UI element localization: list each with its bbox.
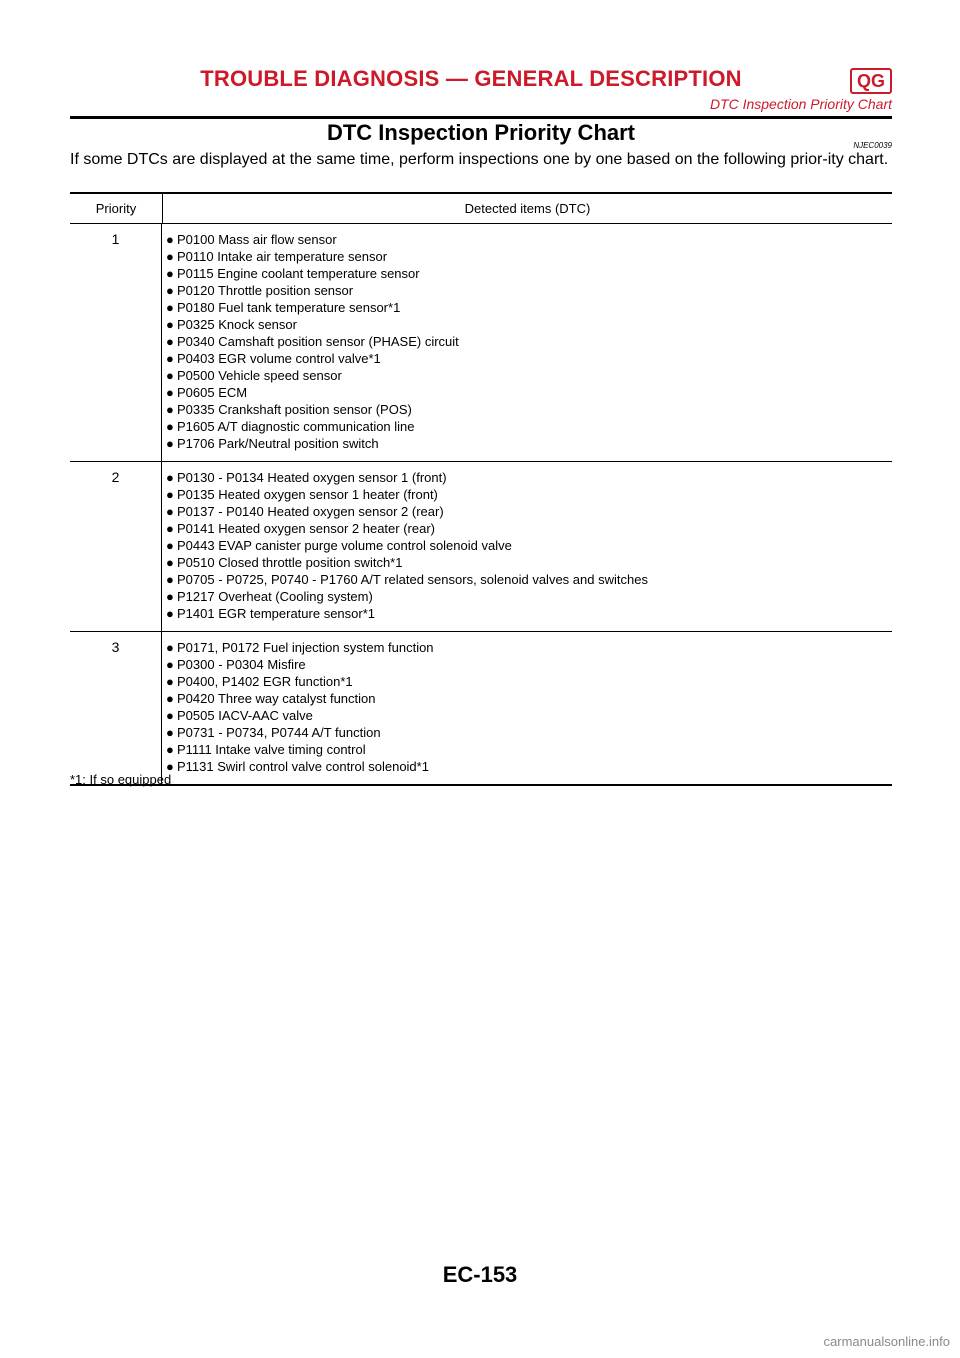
list-item	[166, 758, 892, 775]
priority-table	[70, 192, 892, 786]
list-item	[166, 299, 892, 316]
page-header	[70, 66, 892, 118]
section-title: DTC Inspection Priority Chart	[326, 120, 636, 145]
list-item	[166, 486, 892, 503]
bullet-icon: ●	[166, 606, 174, 621]
dtc-item-text: P1217 Overheat (Cooling system)	[177, 589, 373, 604]
bullet-icon: ●	[166, 317, 174, 332]
dtc-item-text: P0100 Mass air flow sensor	[177, 232, 337, 247]
dtc-item-text: P0335 Crankshaft position sensor (POS)	[177, 402, 412, 417]
bullet-icon: ●	[166, 504, 174, 519]
bullet-icon: ●	[166, 334, 174, 349]
priority-value: 3	[70, 632, 162, 784]
list-item	[166, 248, 892, 265]
header-priority: Priority	[70, 194, 163, 223]
table-row	[70, 224, 892, 462]
dtc-item-text: P1605 A/T diagnostic communication line	[177, 419, 415, 434]
dtc-item-text: P0141 Heated oxygen sensor 2 heater (rear)	[177, 521, 435, 536]
detected-items-cell	[162, 632, 892, 784]
bullet-icon: ●	[166, 470, 174, 485]
dtc-item-text: P0300 - P0304 Misfire	[177, 657, 306, 672]
bullet-icon: ●	[166, 657, 174, 672]
dtc-item-text: P0135 Heated oxygen sensor 1 heater (front)	[177, 487, 438, 502]
dtc-item-text: P0705 - P0725, P0740 - P1760 A/T related sensors, solenoid valves and switches	[177, 572, 648, 587]
header-title: TROUBLE DIAGNOSIS — GENERAL DESCRIPTION	[200, 66, 742, 91]
dtc-item-text: P0110 Intake air temperature sensor	[177, 249, 388, 264]
dtc-item-text: P0171, P0172 Fuel injection system function	[177, 640, 434, 655]
table-body	[70, 224, 892, 784]
watermark-text: carmanualsonline.info	[823, 1334, 950, 1349]
list-item	[166, 673, 892, 690]
dtc-item-text: P0443 EVAP canister purge volume control solenoid valve	[177, 538, 512, 553]
table-row	[70, 632, 892, 784]
page-number: EC-153	[442, 1262, 518, 1287]
dtc-item-text: P0605 ECM	[177, 385, 248, 400]
list-item	[166, 741, 892, 758]
list-item	[166, 401, 892, 418]
list-item	[166, 707, 892, 724]
bullet-icon: ●	[166, 385, 174, 400]
table-row	[70, 462, 892, 632]
engine-code-badge: QG	[850, 68, 892, 94]
dtc-item-text: P0505 IACV-AAC valve	[177, 708, 313, 723]
dtc-item-text: P0180 Fuel tank temperature sensor*1	[177, 300, 401, 315]
dtc-item-text: P0325 Knock sensor	[177, 317, 297, 332]
bullet-icon: ●	[166, 674, 174, 689]
bullet-icon: ●	[166, 572, 174, 587]
bullet-icon: ●	[166, 555, 174, 570]
list-item	[166, 265, 892, 282]
bullet-icon: ●	[166, 283, 174, 298]
priority-value: 1	[70, 224, 162, 461]
list-item	[166, 639, 892, 656]
bullet-icon: ●	[166, 351, 174, 366]
reference-code: NJEC0039	[853, 141, 892, 150]
detected-items-cell	[162, 462, 892, 631]
dtc-item-text: P1706 Park/Neutral position switch	[177, 436, 379, 451]
list-item	[166, 469, 892, 486]
list-item	[166, 316, 892, 333]
list-item	[166, 384, 892, 401]
dtc-item-text: P0120 Throttle position sensor	[177, 283, 354, 298]
header-detected-items: Detected items (DTC)	[464, 201, 591, 216]
bullet-icon: ●	[166, 589, 174, 604]
list-item	[166, 282, 892, 299]
detected-items-cell	[162, 224, 892, 461]
bullet-icon: ●	[166, 436, 174, 451]
list-item	[166, 554, 892, 571]
bullet-icon: ●	[166, 708, 174, 723]
bullet-icon: ●	[166, 759, 174, 774]
bullet-icon: ●	[166, 742, 174, 757]
bullet-icon: ●	[166, 300, 174, 315]
intro-paragraph: If some DTCs are displayed at the same time, perform inspections one by one based on the following prior-ity chart.	[70, 151, 889, 168]
dtc-item-text: P1131 Swirl control valve control solenoid*1	[177, 759, 429, 774]
bullet-icon: ●	[166, 521, 174, 536]
bullet-icon: ●	[166, 266, 174, 281]
priority-value: 2	[70, 462, 162, 631]
list-item	[166, 656, 892, 673]
dtc-item-text: P0510 Closed throttle position switch*1	[177, 555, 403, 570]
bullet-icon: ●	[166, 538, 174, 553]
list-item	[166, 231, 892, 248]
dtc-item-text: P0340 Camshaft position sensor (PHASE) circuit	[177, 334, 459, 349]
list-item	[166, 350, 892, 367]
list-item	[166, 605, 892, 622]
dtc-item-text: P1111 Intake valve timing control	[177, 742, 366, 757]
bullet-icon: ●	[166, 725, 174, 740]
bullet-icon: ●	[166, 249, 174, 264]
bullet-icon: ●	[166, 402, 174, 417]
dtc-item-text: P0403 EGR volume control valve*1	[177, 351, 381, 366]
header-divider	[70, 116, 892, 119]
header-subtitle: DTC Inspection Priority Chart	[709, 96, 892, 112]
dtc-item-text: P0115 Engine coolant temperature sensor	[177, 266, 420, 281]
dtc-item-text: P0731 - P0734, P0744 A/T function	[177, 725, 381, 740]
bullet-icon: ●	[166, 487, 174, 502]
dtc-item-text: P0137 - P0140 Heated oxygen sensor 2 (rear)	[177, 504, 444, 519]
list-item	[166, 571, 892, 588]
list-item	[166, 367, 892, 384]
dtc-item-text: P1401 EGR temperature sensor*1	[177, 606, 375, 621]
dtc-item-text: P0500 Vehicle speed sensor	[177, 368, 342, 383]
bullet-icon: ●	[166, 232, 174, 247]
footnote: *1: If so equipped	[70, 772, 172, 787]
list-item	[166, 724, 892, 741]
table-header	[70, 194, 892, 224]
list-item	[166, 503, 892, 520]
list-item	[166, 520, 892, 537]
dtc-item-text: P0420 Three way catalyst function	[177, 691, 376, 706]
list-item	[166, 588, 892, 605]
list-item	[166, 537, 892, 554]
list-item	[166, 690, 892, 707]
list-item	[166, 435, 892, 452]
bullet-icon: ●	[166, 419, 174, 434]
bullet-icon: ●	[166, 691, 174, 706]
bullet-icon: ●	[166, 640, 174, 655]
list-item	[166, 418, 892, 435]
dtc-item-text: P0400, P1402 EGR function*1	[177, 674, 353, 689]
list-item	[166, 333, 892, 350]
bullet-icon: ●	[166, 368, 174, 383]
dtc-item-text: P0130 - P0134 Heated oxygen sensor 1 (front)	[177, 470, 447, 485]
